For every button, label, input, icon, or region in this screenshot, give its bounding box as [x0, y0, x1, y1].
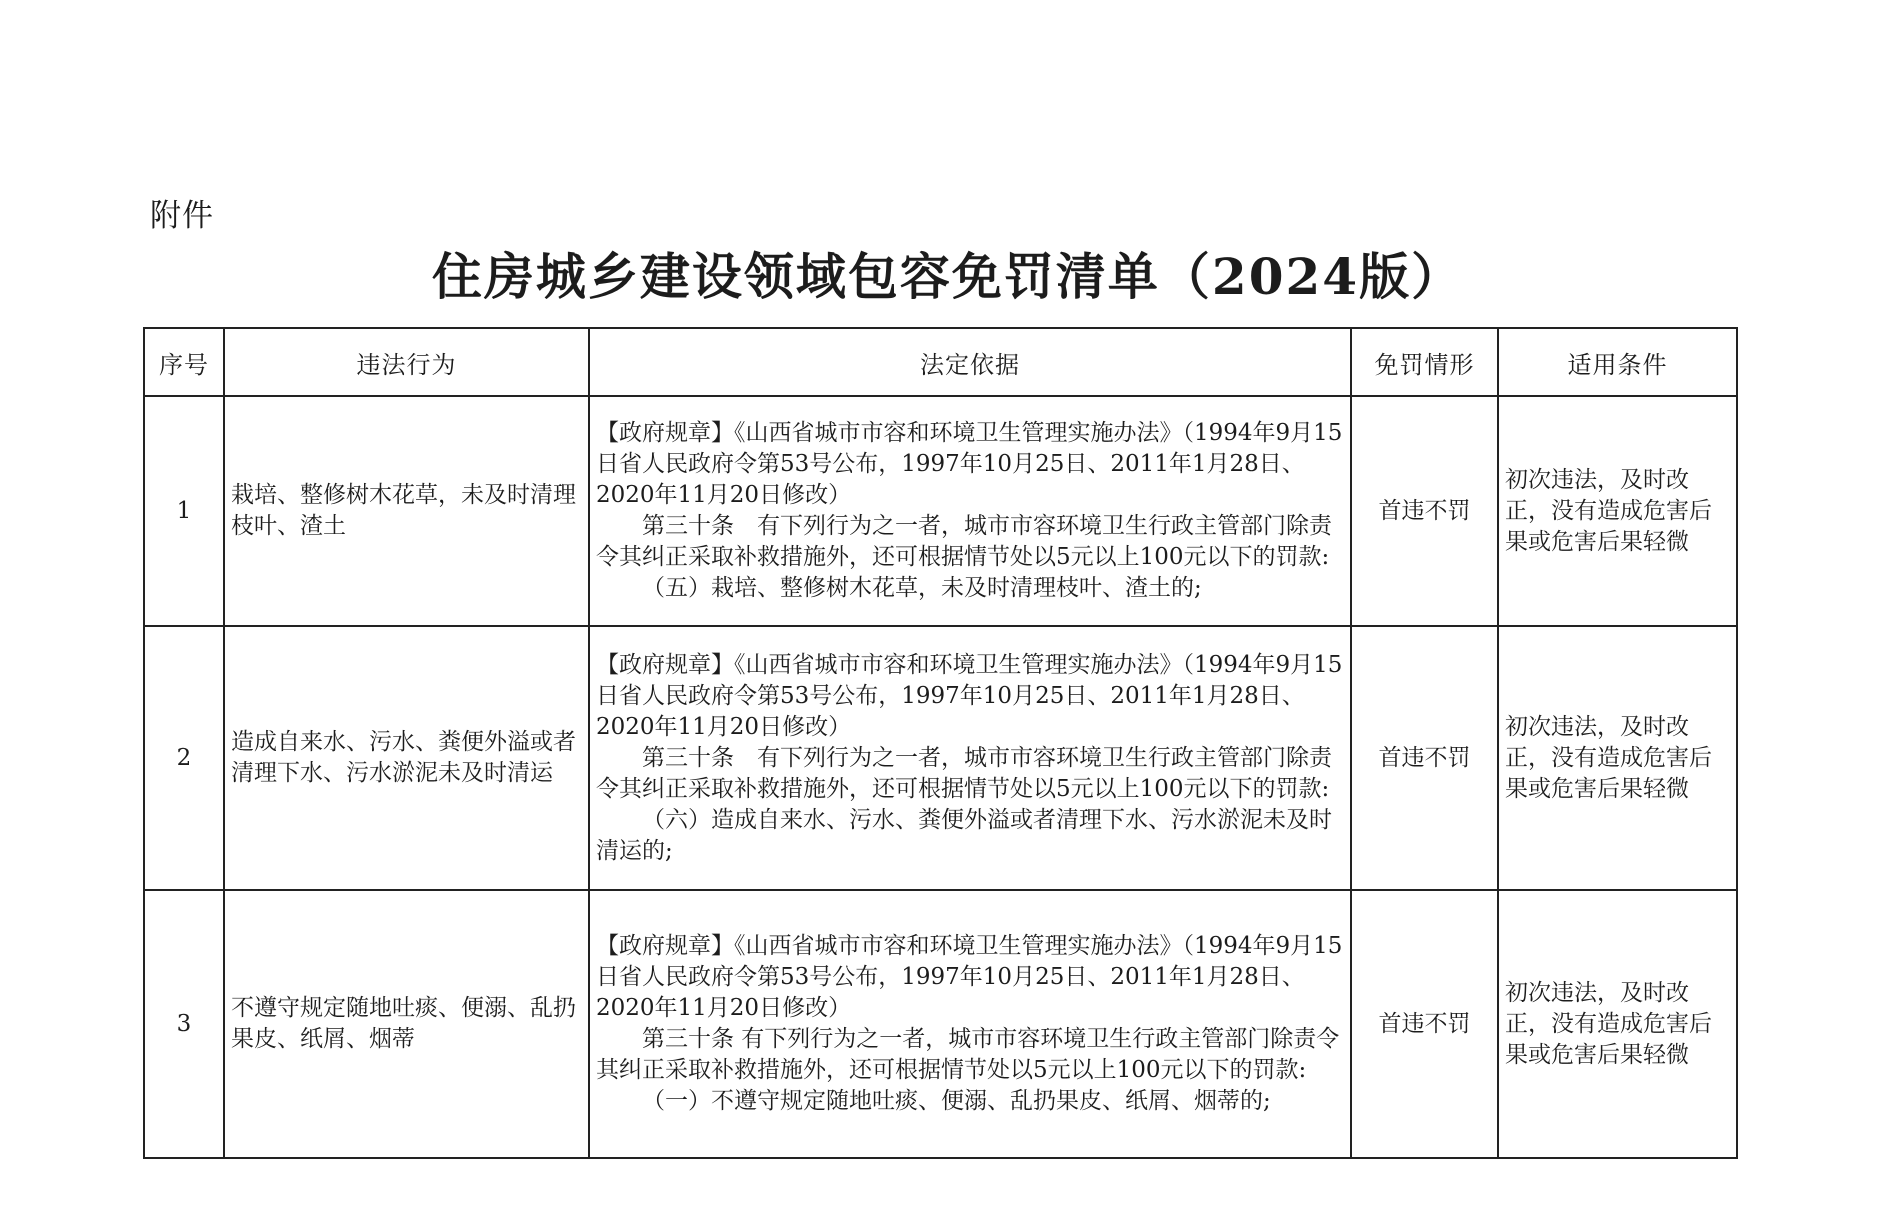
row-exemption-situation: 首违不罚 [1351, 626, 1498, 890]
basis-article: 第三十条 有下列行为之一者，城市市容环境卫生行政主管部门除责令其纠正采取补救措施外，还可根据情节处以5元以上100元以下的罚款: [596, 513, 1332, 570]
basis-source: 【政府规章】《山西省城市市容和环境卫生管理实施办法》（1994年9月15日省人民政府令第53号公布，1997年10月25日、2011年1月28日、2020年11月20日修改） [596, 933, 1343, 1021]
row-behavior: 造成自来水、污水、粪便外溢或者清理下水、污水淤泥未及时清运 [224, 626, 589, 890]
row-behavior: 栽培、整修树木花草，未及时清理枝叶、渣土 [224, 396, 589, 626]
row-exemption-situation: 首违不罚 [1351, 890, 1498, 1158]
row-legal-basis [589, 396, 1351, 626]
row-exemption-situation: 首违不罚 [1351, 396, 1498, 626]
table-row [144, 890, 1737, 1158]
row-seq: 1 [144, 396, 224, 626]
column-header-condition: 适用条件 [1498, 328, 1737, 396]
table-row [144, 626, 1737, 890]
document-title: 住房城乡建设领域包容免罚清单（2024版） [431, 247, 1464, 306]
row-seq: 3 [144, 890, 224, 1158]
table-row [144, 396, 1737, 626]
column-header-behavior: 违法行为 [224, 328, 589, 396]
attachment-label: 附件 [150, 198, 214, 234]
row-behavior: 不遵守规定随地吐痰、便溺、乱扔果皮、纸屑、烟蒂 [224, 890, 589, 1158]
column-header-basis: 法定依据 [589, 328, 1351, 396]
row-condition: 初次违法，及时改正，没有造成危害后果或危害后果轻微 [1498, 396, 1737, 626]
row-legal-basis [589, 626, 1351, 890]
basis-item: （一）不遵守规定随地吐痰、便溺、乱扔果皮、纸屑、烟蒂的; [642, 1088, 1271, 1114]
basis-article: 第三十条 有下列行为之一者，城市市容环境卫生行政主管部门除责令其纠正采取补救措施外，还可根据情节处以5元以上100元以下的罚款: [596, 1026, 1340, 1083]
row-legal-basis [589, 890, 1351, 1158]
basis-article: 第三十条 有下列行为之一者，城市市容环境卫生行政主管部门除责令其纠正采取补救措施外，还可根据情节处以5元以上100元以下的罚款: [596, 744, 1332, 802]
table-header-row [144, 328, 1737, 396]
basis-item: （六）造成自来水、污水、粪便外溢或者清理下水、污水淤泥未及时清运的; [596, 806, 1332, 864]
exemption-table [143, 327, 1738, 1159]
column-header-seq: 序号 [144, 328, 224, 396]
row-condition: 初次违法，及时改正，没有造成危害后果或危害后果轻微 [1498, 626, 1737, 890]
basis-source: 【政府规章】《山西省城市市容和环境卫生管理实施办法》（1994年9月15日省人民政府令第53号公布，1997年10月25日、2011年1月28日、2020年11月20日修改） [596, 651, 1343, 740]
basis-item: （五）栽培、整修树木花草，未及时清理枝叶、渣土的; [642, 575, 1202, 601]
column-header-situation: 免罚情形 [1351, 328, 1498, 396]
row-condition: 初次违法，及时改正，没有造成危害后果或危害后果轻微 [1498, 890, 1737, 1158]
row-seq: 2 [144, 626, 224, 890]
basis-source: 【政府规章】《山西省城市市容和环境卫生管理实施办法》（1994年9月15日省人民政府令第53号公布，1997年10月25日、2011年1月28日、2020年11月20日修改） [596, 420, 1343, 508]
